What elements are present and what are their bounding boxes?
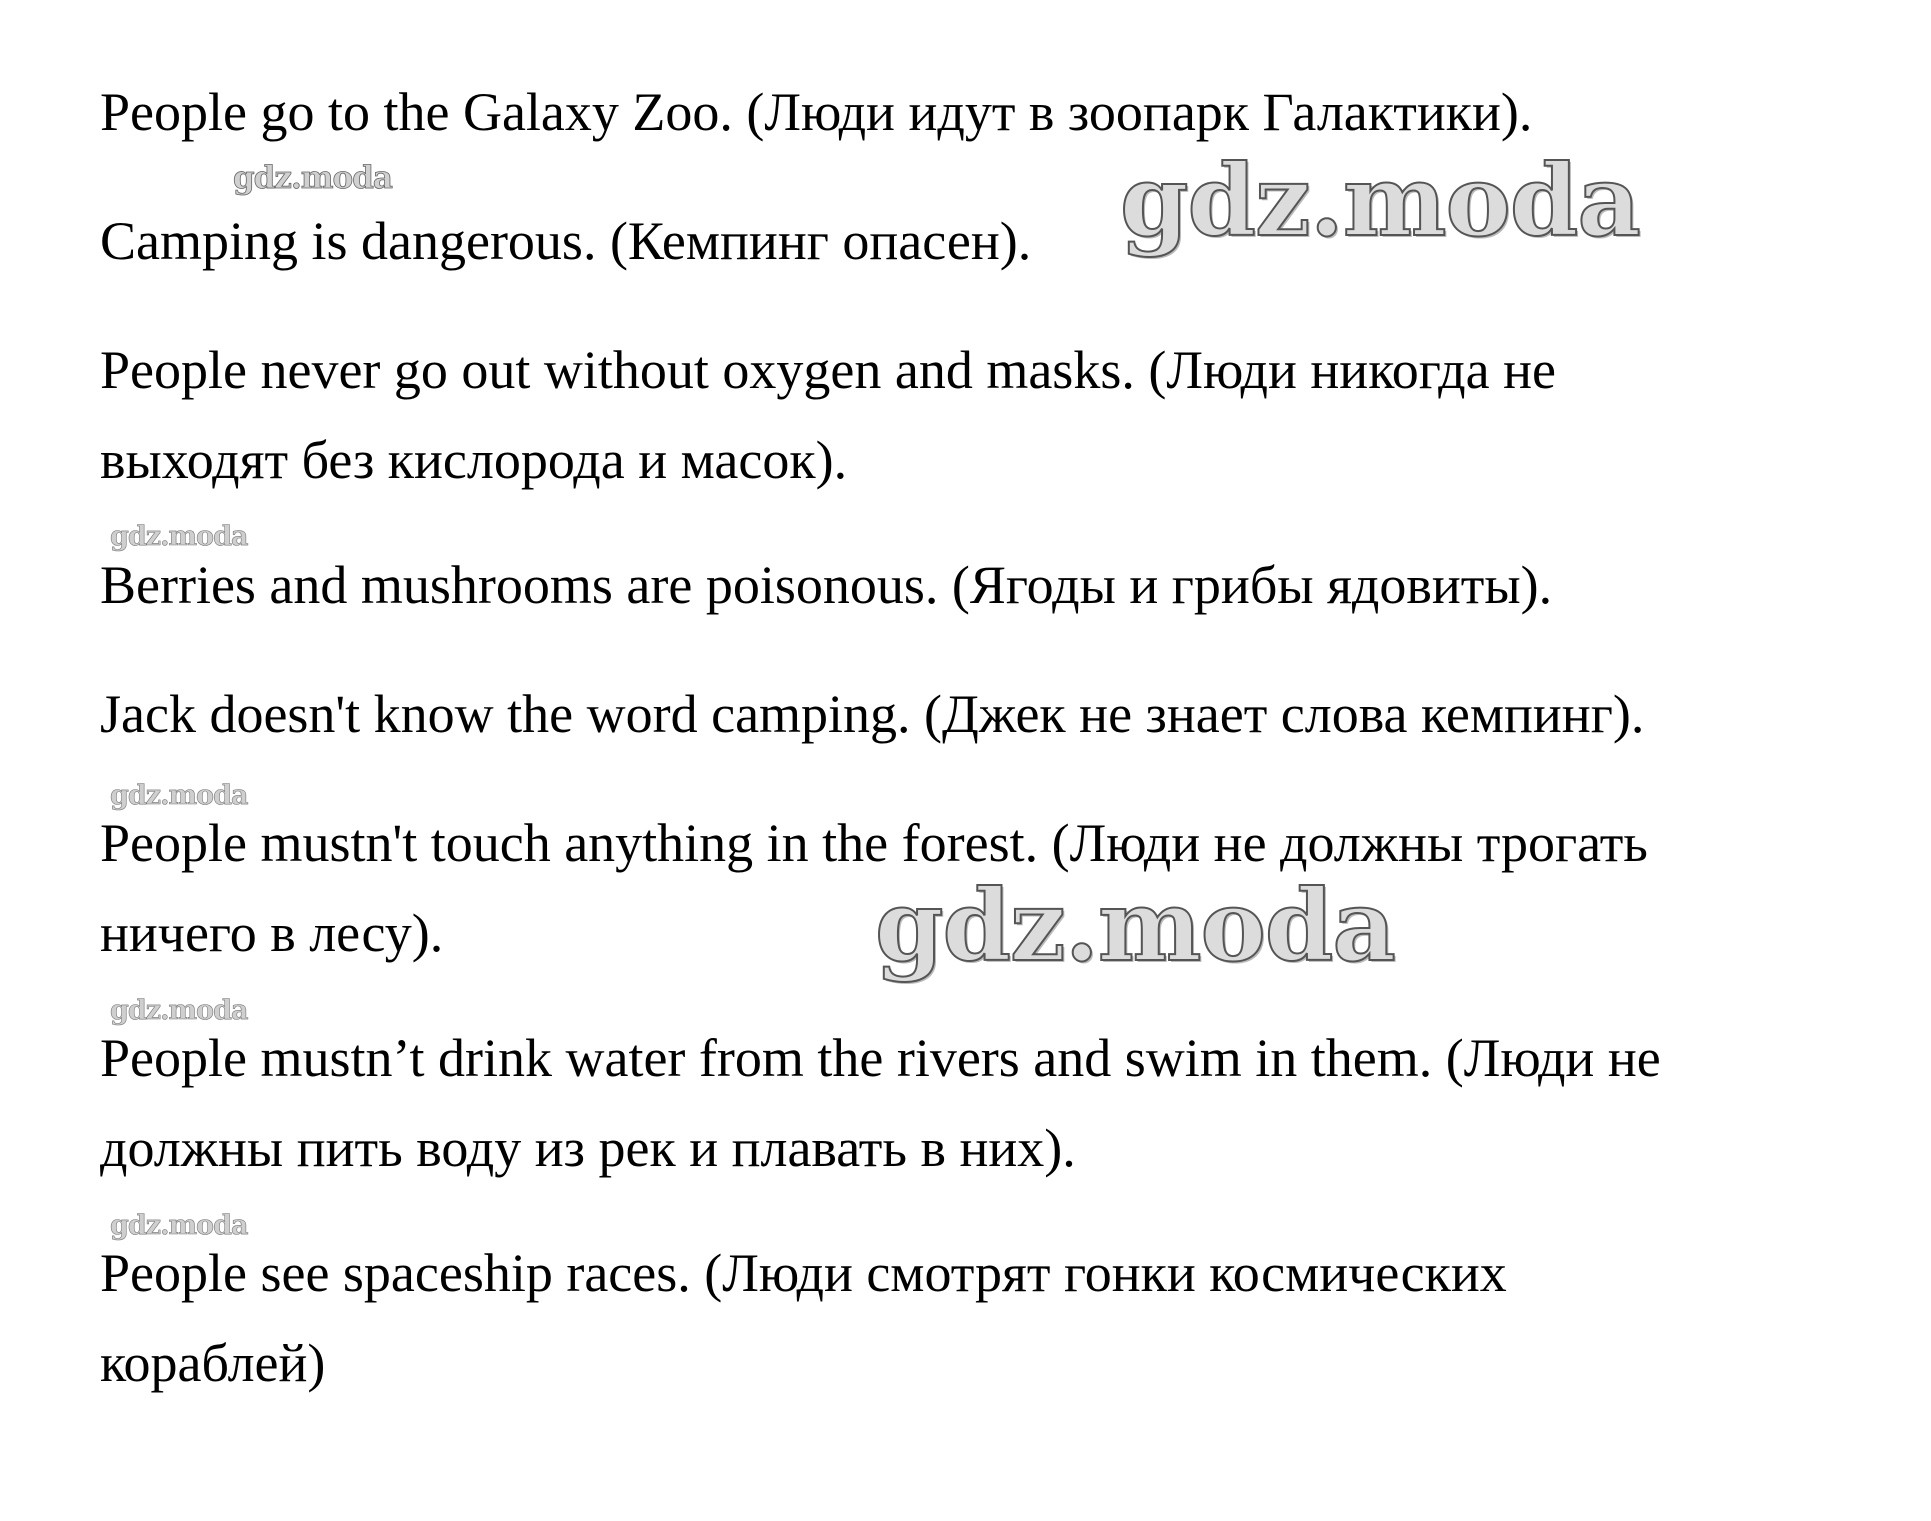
text-line-9: People mustn’t drink water from the rivers and swim in them. (Люди не (100, 1028, 1661, 1088)
text-line-7: People mustn't touch anything in the forest. (Люди не должны трогать (100, 813, 1648, 873)
text-line-11: People see spaceship races. (Люди смотрят гонки космических (100, 1243, 1507, 1303)
text-line-4: выходят без кислорода и масок). (100, 430, 848, 490)
text-line-6: Jack doesn't know the word camping. (Джек не знает слова кемпинг). (100, 684, 1645, 744)
text-line-1: People go to the Galaxy Zoo. (Люди идут в зоопарк Галактики). (100, 82, 1533, 142)
text-line-5: Berries and mushrooms are poisonous. (Ягоды и грибы ядовиты). (100, 555, 1553, 615)
watermark-small-5: gdz.moda (110, 1210, 248, 1241)
text-line-2: Camping is dangerous. (Кемпинг опасен). (100, 211, 1032, 271)
watermark-small-4: gdz.moda (110, 995, 248, 1026)
text-line-12: кораблей) (100, 1333, 326, 1393)
watermark-large-1: gdz.moda (1120, 144, 1640, 259)
watermark-small-2: gdz.moda (110, 521, 248, 552)
watermark-large-2: gdz.moda (875, 869, 1395, 984)
text-line-8: ничего в лесу). (100, 903, 444, 963)
text-line-10: должны пить воду из рек и плавать в них). (100, 1118, 1076, 1178)
watermark-small-3: gdz.moda (110, 780, 248, 811)
watermark-small-1: gdz.moda (233, 160, 392, 196)
text-line-3: People never go out without oxygen and masks. (Люди никогда не (100, 340, 1556, 400)
